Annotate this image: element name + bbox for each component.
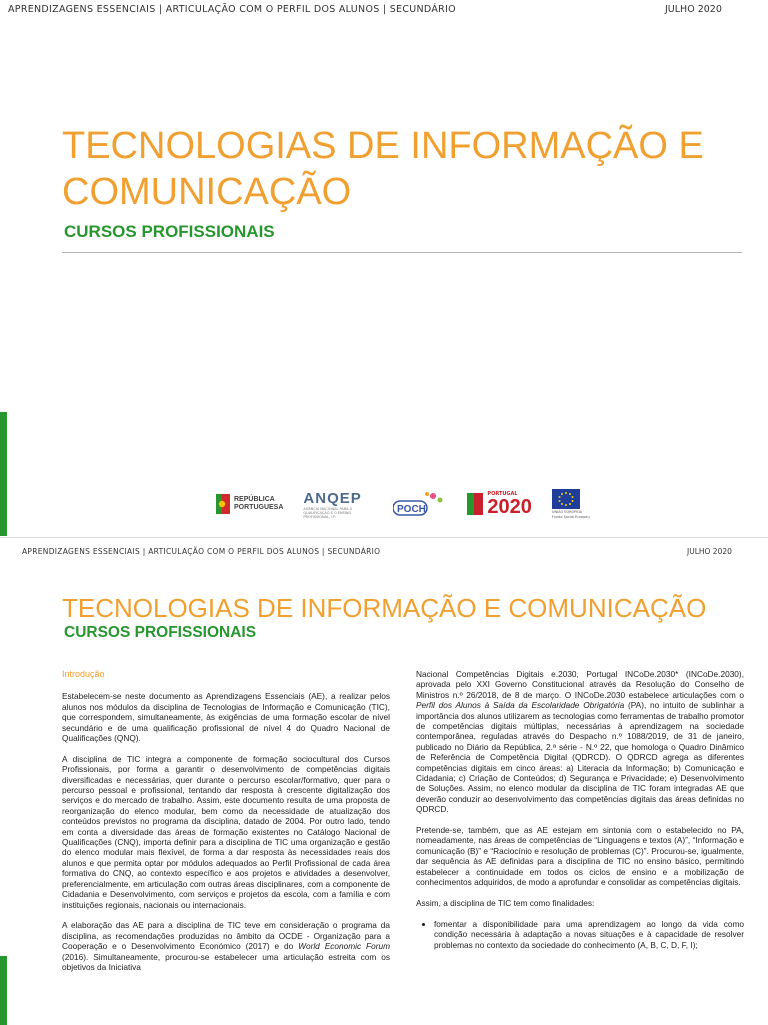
intro-paragraph-3: A elaboração das AE para a disciplina de TIC teve em consideração o programa da disciplina, as recomendações produzidas no âmbito da OCDE - Organização para a Cooperação e o Desenvolvimento Económico (2017) e do World Economic Forum (2016). Simultaneamente, procurou-se estabelecer uma articulação estreita com os objetivos da Iniciativa [62,920,390,972]
cover-subtitle: CURSOS PROFISSIONAIS [64,222,275,241]
page2-subtitle: CURSOS PROFISSIONAIS [64,624,257,641]
list-item: • fomentar a disponibilidade para uma aprendizagem ao longo da vida como condição necessária à adaptação a novas situações e à capacidade de resolver problemas no contexto da sociedade do conhecimento (A, B, C, D, F, I); [434,919,744,950]
eu-flag-icon [552,489,580,509]
portugal-2020-logo [467,491,532,517]
cover-title [62,124,704,215]
section-heading-introducao: Introdução [62,669,105,679]
right-column [416,669,744,1025]
cover-title-line1: TECNOLOGIAS DE INFORMAÇÃO E [62,125,704,167]
republica-flag-icon [216,494,230,514]
eu-line2: Fundo Social Europeu [551,515,590,519]
cover-accent-bar [0,412,7,536]
page2-title: TECNOLOGIAS DE INFORMAÇÃO E COMUNICAÇÃO [62,593,707,623]
intro-paragraph-1: Estabelecem-se neste documento as Aprendizagens Essenciais (AE), a realizar pelos alunos nos módulos da disciplina de Tecnologias de Informação e Comunicação (TIC), que correspondem, simultaneamente, às exigências de uma formação escolar de nível secundário e de uma qualificação profissional de nível 4 do Quadro Nacional de Qualificações (QNQ). [62,691,390,744]
left-column [62,669,390,1025]
anqep-logo [303,490,373,519]
right-paragraph-1: Nacional Competências Digitais e.2030, Portugal INCoDe.2030* (INCoDe.2030), aprovada pelo XXI Governo Constitucional através da Resolução do Conselho de Ministros n.º 26/2018, de 8 de março. O INCoDe.2030 estabelece articulações com o Perfil dos Alunos à Saída da Escolaridade Obrigatória (PA), no intuito de sublinhar a importância dos alunos utilizarem as tecnologias como ferramentas de trabalho promotor de competências digitais múltiplas, necessárias à aprendizagem na sociedade contemporânea, reguladas através do Despacho n.º 1088/2019, de 31 de janeiro, publicado no Diário da República, 2.ª série - N.º 22, que homologa o Quadro Dinâmico de Referência de Competência Digital (QDRCD). O QDRCD agrega as diferentes competências digitais em cinco áreas: a) Literacia da Informação; b) Comunicação e Cidadania; c) Criação de Conteúdos; d) Segurança e Privacidade; e) Desenvolvimento de Soluções. Assim, no elenco modular da disciplina de TIC foram integradas AE que deverão conduzir ao desenvolvimento das competências digitais das áreas definidas no QDRCD. [416,669,744,815]
finalidades-list [416,919,744,950]
page2-header-date: JULHO 2020 [687,547,732,556]
eu-line1: UNIÃO EUROPEIA [551,510,583,514]
anqep-subtitle: AGÊNCIA NACIONAL PARA A QUALIFICAÇÃO E O ENSINO PROFISSIONAL, I.P. [303,506,352,519]
right-paragraph-3: Assim, a disciplina de TIC tem como finalidades: [416,897,595,908]
header-date: JULHO 2020 [665,4,722,15]
anqep-wordmark: ANQEP [303,489,362,507]
republica-line2: PORTUGUESA [234,504,284,511]
portugal-year: 2020 [487,496,532,518]
portugal-2020-flag-icon [467,493,483,515]
eu-logo [552,489,590,519]
republica-line1: REPÚBLICA [234,496,275,503]
cover-title-line2: COMUNICAÇÃO [62,170,352,213]
right-paragraph-2: Pretende-se, também, que as AE estejam em sintonia com o estabelecido no PA, nomeadamente, nas áreas de competências de “Linguagens e textos (A)”, “Informação e comunicação (B)” e “Raciocínio e resolução de problemas (C)”. Procurou-se, igualmente, dar sequência às AE definidas para a disciplina de TIC no ensino básico, permitindo estabelecer a continuidade em todos os ciclos de ensino e a mobilização de conhecimentos adquiridos, de modo a aprofundar e consolidar as competências digitais. [416,825,744,888]
republica-portuguesa-logo [216,494,283,514]
poch-text: POCH [397,504,427,515]
logo-strip [216,487,590,521]
header-breadcrumb: APRENDIZAGENS ESSENCIAIS | ARTICULAÇÃO COM O PERFIL DOS ALUNOS | SECUNDÁRIO [8,4,456,15]
intro-paragraph-2: A disciplina de TIC integra a componente de formação sociocultural dos Cursos Profissionais, por forma a garantir o desenvolvimento de competências digitais diversificadas e necessárias, quer durante o percurso escolar/formativo, quer para o percurso pessoal e profissional, tentando dar resposta à crescente digitalização dos serviços e do mercado de trabalho. Assim, este documento resulta de uma proposta de reorganização do elenco modular, bem como da necessidade de atualização dos conteúdos previstos no programa da disciplina, datado de 2004. Por outro lado, tendo em conta a diversidade das áreas de formação existentes no Catálogo Nacional de Qualificações (CNQ), importa definir para a disciplina de TIC uma organização e gestão do elenco modular mais flexível, de forma a dar resposta às necessidades reais dos alunos e que permita optar por módulos adequados ao Perfil Profissional de cada área formativa do CNQ, ao contexto específico e aos projetos e atividades a desenvolver, preferencialmente, em articulação com outras áreas disciplinares, com a componente de Cidadania e Desenvolvimento, com serviços e projetos da escola, com a família e com instituições regionais, nacionais ou internacionais. [62,753,390,910]
poch-graphic-icon [393,491,447,517]
content-accent-bar [0,956,7,1025]
cover-divider [62,252,742,253]
page2-header-breadcrumb: APRENDIZAGENS ESSENCIAIS | ARTICULAÇÃO COM O PERFIL DOS ALUNOS | SECUNDÁRIO [22,547,381,556]
portugal-label: PORTUGAL [487,491,518,497]
content-page [0,537,768,1025]
poch-logo [393,491,447,517]
